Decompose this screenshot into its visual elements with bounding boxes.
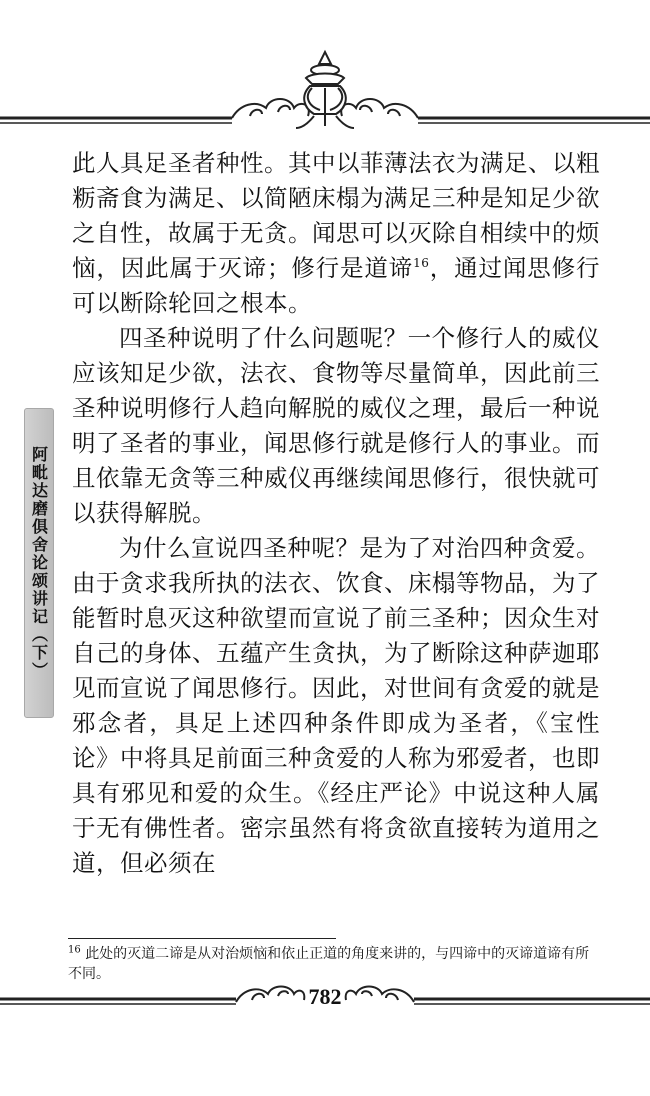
paragraph-1 (72, 146, 600, 321)
page-number: 782 (308, 984, 342, 1009)
paragraph-1-text: 此人具足圣者种性。其中以菲薄法衣为满足、以粗粝斋食为满足、以简陋床榻为满足三种是知足少欲之自性，故属于无贪。闻思可以灭除自相续中的烦恼，因此属于灭谛；修行是道谛 (72, 149, 600, 282)
paragraph-3: 为什么宣说四圣种呢？是为了对治四种贪爱。由于贪求我所执的法衣、饮食、床榻等物品，为了能暂时息灭这种欲望而宣说了前三圣种；因众生对自己的身体、五蕴产生贪执，为了断除这种萨迦耶见而宣说了闻思修行。因此，对世间有贪爱的就是邪念者，具足上述四种条件即成为圣者，《宝性论》中将具足前面三种贪爱的人称为邪爱者，也即具有邪见和爱的众生。《经庄严论》中说这种人属于无有佛性者。密宗虽然有将贪欲直接转为道用之道，但必须在 (72, 534, 600, 877)
book-title-vertical: 阿毗达磨俱舍论颂讲记（下） (29, 446, 49, 680)
paragraph-1-tail: ，通过闻思修行可以断除轮回之根本。 (72, 254, 601, 317)
footnote (68, 944, 600, 984)
header-ornament (0, 0, 650, 140)
footnote-text: 此处的灭道二谛是从对治烦恼和依止正道的角度来讲的，与四谛中的灭谛道谛有所不同。 (68, 946, 590, 982)
body-text (72, 146, 600, 881)
side-tab (24, 408, 54, 718)
footnote-reference: 16 (413, 256, 430, 271)
ritual-vase-icon (296, 52, 354, 128)
paragraph-2: 四圣种说明了什么问题呢？一个修行人的威仪应该知足少欲，法衣、食物等尽量简单，因此前三圣种说明修行人趋向解脱的威仪之理，最后一种说明了圣者的事业，闻思修行就是修行人的事业。而且依靠无贪等三种威仪再继续闻思修行，很快就可以获得解脱。 (72, 324, 600, 527)
footnote-divider (68, 938, 336, 939)
footnote-number: 16 (68, 944, 81, 956)
